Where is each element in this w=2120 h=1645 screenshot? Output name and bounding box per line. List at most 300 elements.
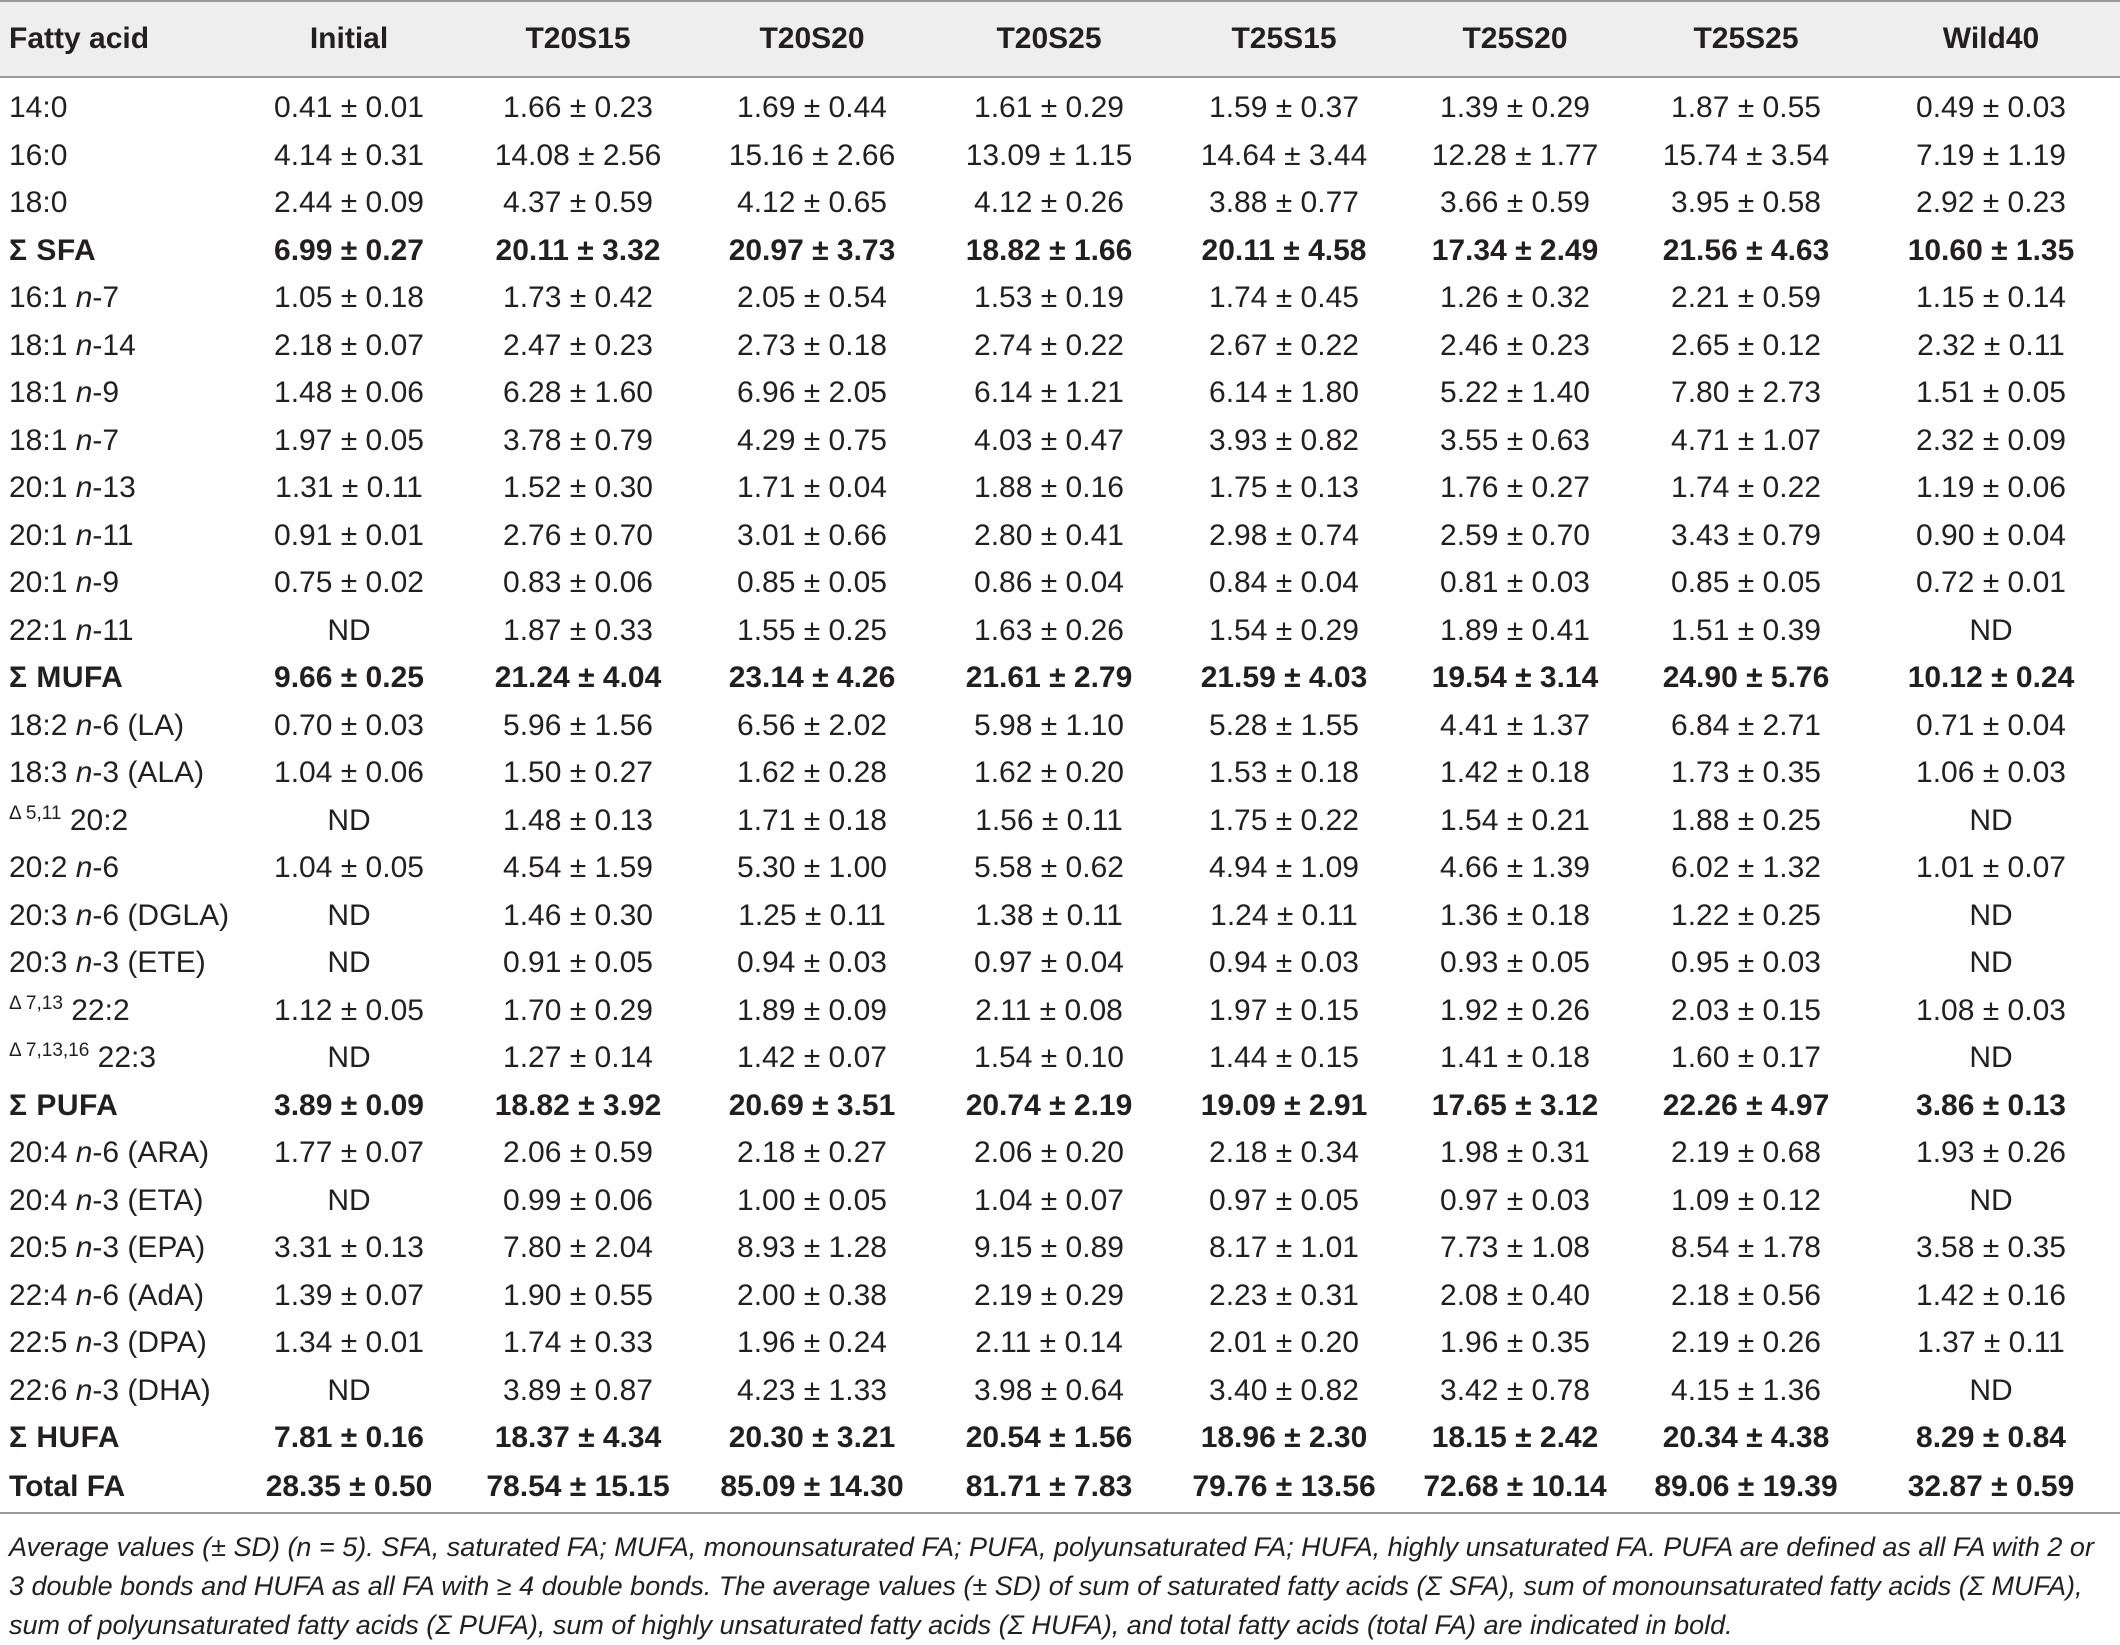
row-label-suffix: -3 (ETE) [92, 946, 206, 979]
row-label-omega: n [75, 1231, 93, 1264]
table-cell: 2.19 ± 0.26 [1671, 1326, 1821, 1359]
table-cell: ND [1969, 1041, 2013, 1074]
table-cell: 12.28 ± 1.77 [1431, 138, 1599, 172]
row-label-text: 22:5 [9, 1326, 76, 1359]
table-cell: 2.11 ± 0.14 [975, 1326, 1123, 1359]
table-row [0, 1224, 2120, 1272]
table-cell: 1.51 ± 0.05 [1916, 376, 2066, 409]
table-cell: 2.67 ± 0.22 [1209, 328, 1359, 362]
row-label [0, 987, 236, 1035]
table-cell: 1.19 ± 0.06 [1916, 471, 2066, 504]
table-cell: 1.36 ± 0.18 [1440, 898, 1590, 932]
table-cell: 4.54 ± 1.59 [503, 851, 653, 884]
table-row [0, 749, 2120, 797]
table-cell: 3.78 ± 0.79 [503, 423, 653, 457]
table-cell: 0.91 ± 0.05 [503, 946, 653, 979]
row-label-suffix: -6 (AdA) [92, 1278, 205, 1312]
row-label-suffix: -6 (DGLA) [92, 898, 230, 932]
table-cell: 1.48 ± 0.13 [503, 803, 653, 837]
row-label-text: 16:0 [9, 138, 68, 172]
row-label [0, 1462, 236, 1513]
table-cell: 1.63 ± 0.26 [974, 613, 1124, 647]
table-cell: 0.85 ± 0.05 [737, 566, 887, 599]
table-cell: 8.54 ± 1.78 [1671, 1231, 1821, 1264]
table-cell: 9.66 ± 0.25 [274, 661, 424, 694]
table-row [0, 1034, 2120, 1082]
table-cell: 22.26 ± 4.97 [1662, 1088, 1830, 1122]
table-cell: 2.74 ± 0.22 [974, 328, 1124, 362]
table-cell: 1.09 ± 0.12 [1671, 1183, 1821, 1217]
row-label [0, 797, 236, 845]
table-cell: 4.66 ± 1.39 [1440, 851, 1590, 884]
table-cell: 0.97 ± 0.03 [1440, 1183, 1590, 1217]
row-label [0, 1367, 236, 1415]
table-cell: ND [1969, 1183, 2013, 1217]
table-cell: ND [327, 1183, 371, 1217]
table-cell: 2.19 ± 0.29 [974, 1278, 1124, 1312]
table-cell: 21.56 ± 4.63 [1662, 233, 1830, 267]
table-cell: 7.19 ± 1.19 [1916, 138, 2066, 172]
table-cell: 4.03 ± 0.47 [974, 423, 1124, 457]
row-label-omega: n [75, 1373, 93, 1407]
table-cell: 1.75 ± 0.22 [1209, 803, 1359, 837]
table-cell: 4.71 ± 1.07 [1671, 423, 1821, 457]
table-cell: 1.12 ± 0.05 [274, 993, 424, 1027]
table-cell: 4.12 ± 0.65 [737, 186, 887, 219]
row-label [0, 607, 236, 655]
table-cell: 6.56 ± 2.02 [737, 708, 887, 742]
table-cell: 2.65 ± 0.12 [1671, 328, 1821, 362]
column-header-t25s20: T25S20 [1400, 1, 1630, 77]
row-label-text: 20:4 [9, 1183, 76, 1217]
row-label [0, 559, 236, 607]
table-cell: 1.51 ± 0.39 [1671, 613, 1821, 647]
row-label-omega: n [75, 613, 93, 647]
table-cell: 1.71 ± 0.04 [737, 471, 887, 504]
row-label-suffix: -3 (DHA) [92, 1373, 211, 1407]
table-cell: 0.81 ± 0.03 [1440, 566, 1590, 599]
row-label [0, 1129, 236, 1177]
table-cell: 2.73 ± 0.18 [737, 328, 887, 362]
row-label-text: Total FA [9, 1469, 126, 1503]
row-label-omega: n [75, 851, 93, 884]
row-label [0, 1082, 236, 1130]
table-cell: 1.44 ± 0.15 [1209, 1041, 1359, 1074]
table-cell: 20.54 ± 1.56 [965, 1421, 1133, 1454]
table-cell: 2.47 ± 0.23 [503, 328, 653, 362]
table-cell: 6.96 ± 2.05 [737, 376, 887, 409]
table-cell: 4.94 ± 1.09 [1209, 851, 1359, 884]
table-cell: 1.62 ± 0.20 [974, 756, 1124, 789]
table-cell: 18.82 ± 3.92 [494, 1088, 662, 1122]
row-label-text: 22:1 [9, 613, 76, 647]
row-label-omega: n [75, 1183, 93, 1217]
table-cell: 0.94 ± 0.03 [1209, 946, 1359, 979]
table-cell: ND [1969, 898, 2013, 932]
row-label-text: 22:4 [9, 1278, 76, 1312]
table-cell: 0.72 ± 0.01 [1916, 566, 2066, 599]
table-cell: 2.19 ± 0.68 [1671, 1136, 1821, 1169]
table-cell: 3.01 ± 0.66 [737, 518, 887, 552]
table-cell: 1.24 ± 0.11 [1210, 898, 1358, 932]
table-row [0, 1272, 2120, 1320]
table-cell: 5.96 ± 1.56 [503, 708, 653, 742]
table-cell: 2.59 ± 0.70 [1440, 518, 1590, 552]
table-cell: 1.89 ± 0.09 [737, 993, 887, 1027]
row-label-omega: n [75, 376, 93, 409]
table-cell: ND [327, 898, 371, 932]
table-cell: 1.73 ± 0.35 [1671, 756, 1821, 789]
column-header-t25s25: T25S25 [1630, 1, 1862, 77]
table-cell: 1.87 ± 0.55 [1671, 91, 1821, 124]
table-cell: 1.59 ± 0.37 [1209, 91, 1359, 124]
table-cell: 7.80 ± 2.04 [503, 1231, 653, 1264]
table-row [0, 1367, 2120, 1415]
table-cell: 0.93 ± 0.05 [1440, 946, 1590, 979]
table-cell: 15.74 ± 3.54 [1662, 138, 1830, 172]
table-row [0, 654, 2120, 702]
table-cell: ND [1969, 1373, 2013, 1407]
table-cell: 72.68 ± 10.14 [1400, 1462, 1630, 1513]
row-label [0, 322, 236, 370]
row-label-text: 18:1 [9, 328, 76, 362]
table-body [0, 77, 2120, 1513]
table-cell: 3.95 ± 0.58 [1671, 186, 1821, 219]
table-row [0, 274, 2120, 322]
column-header-t25s15: T25S15 [1168, 1, 1400, 77]
table-cell: 2.98 ± 0.74 [1209, 518, 1359, 552]
row-label-text: Σ PUFA [9, 1088, 119, 1122]
table-cell: 1.01 ± 0.07 [1916, 851, 2066, 884]
table-cell: 1.69 ± 0.44 [737, 91, 887, 124]
table-cell: 1.76 ± 0.27 [1440, 471, 1590, 504]
table-cell: 1.74 ± 0.45 [1209, 281, 1359, 314]
table-cell: 28.35 ± 0.50 [236, 1462, 462, 1513]
row-label [0, 702, 236, 750]
row-label-suffix: -9 [92, 566, 120, 599]
row-label-omega: n [75, 898, 93, 932]
table-cell: ND [327, 1373, 371, 1407]
table-cell: 5.28 ± 1.55 [1209, 708, 1359, 742]
table-cell: 3.93 ± 0.82 [1209, 423, 1359, 457]
table-cell: 1.15 ± 0.14 [1916, 281, 2066, 314]
table-cell: 1.55 ± 0.25 [737, 613, 887, 647]
table-cell: 1.96 ± 0.24 [737, 1326, 887, 1359]
table-cell: 1.04 ± 0.07 [974, 1183, 1124, 1217]
table-cell: 1.39 ± 0.07 [274, 1278, 424, 1312]
table-cell: 8.17 ± 1.01 [1209, 1231, 1359, 1264]
table-cell: 1.60 ± 0.17 [1671, 1041, 1821, 1074]
row-label-suffix: -6 (LA) [92, 708, 185, 742]
table-cell: 4.29 ± 0.75 [737, 423, 887, 457]
table-cell: 24.90 ± 5.76 [1662, 661, 1830, 694]
table-cell: 4.15 ± 1.36 [1671, 1373, 1821, 1407]
table-cell: 20.69 ± 3.51 [728, 1088, 896, 1122]
table-cell: 5.58 ± 0.62 [974, 851, 1124, 884]
table-cell: 79.76 ± 13.56 [1168, 1462, 1400, 1513]
row-label-text: 20:3 [9, 898, 76, 932]
table-cell: 1.04 ± 0.06 [274, 756, 424, 789]
row-label-suffix: -9 [92, 376, 120, 409]
table-cell: 20.74 ± 2.19 [965, 1088, 1133, 1122]
column-header-initial: Initial [236, 1, 462, 77]
table-cell: 81.71 ± 7.83 [930, 1462, 1168, 1513]
table-cell: 1.88 ± 0.16 [974, 471, 1124, 504]
table-cell: 1.61 ± 0.29 [974, 91, 1124, 124]
table-cell: 6.99 ± 0.27 [274, 233, 424, 267]
table-cell: 1.42 ± 0.16 [1916, 1278, 2066, 1312]
row-label-text: 18:3 [9, 756, 76, 789]
table-cell: 0.97 ± 0.04 [974, 946, 1124, 979]
table-cell: 18.15 ± 2.42 [1431, 1421, 1599, 1454]
row-label [0, 1224, 236, 1272]
row-label-text: Σ SFA [9, 233, 97, 267]
table-cell: 1.42 ± 0.07 [737, 1041, 887, 1074]
table-cell: 4.12 ± 0.26 [974, 186, 1124, 219]
row-label-text: 22:2 [62, 993, 130, 1027]
table-row [0, 1082, 2120, 1130]
table-cell: 1.00 ± 0.05 [737, 1183, 887, 1217]
row-label [0, 939, 236, 987]
delta-superscript: Δ 7,13,16 [9, 1040, 90, 1061]
table-cell: 2.18 ± 0.56 [1671, 1278, 1821, 1312]
row-label-suffix: -11 [92, 613, 134, 647]
table-cell: 1.53 ± 0.18 [1209, 756, 1359, 789]
table-cell: 2.01 ± 0.20 [1209, 1326, 1359, 1359]
table-cell: 1.34 ± 0.01 [274, 1326, 424, 1359]
table-cell: 1.73 ± 0.42 [503, 281, 653, 314]
table-cell: 5.30 ± 1.00 [737, 851, 887, 884]
table-cell: 1.62 ± 0.28 [737, 756, 887, 789]
table-cell: 20.30 ± 3.21 [728, 1421, 896, 1454]
table-cell: 21.24 ± 4.04 [494, 661, 662, 694]
row-label-text: 18:1 [9, 423, 76, 457]
table-cell: 4.41 ± 1.37 [1440, 708, 1590, 742]
table-cell: 1.53 ± 0.19 [974, 281, 1124, 314]
row-label [0, 464, 236, 512]
row-label [0, 179, 236, 227]
table-cell: 1.92 ± 0.26 [1440, 993, 1590, 1027]
table-cell: 6.84 ± 2.71 [1671, 708, 1821, 742]
table-cell: 8.93 ± 1.28 [737, 1231, 887, 1264]
row-label-text: 16:1 [9, 281, 76, 314]
table-cell: 0.71 ± 0.04 [1916, 708, 2066, 742]
table-cell: 2.32 ± 0.11 [1917, 328, 2065, 362]
table-cell: 1.46 ± 0.30 [503, 898, 653, 932]
row-label-suffix: -6 [92, 851, 120, 884]
row-label-text: Σ HUFA [9, 1421, 121, 1454]
table-cell: 0.70 ± 0.03 [274, 708, 424, 742]
row-label [0, 417, 236, 465]
table-cell: 1.48 ± 0.06 [274, 376, 424, 409]
column-header-t20s25: T20S25 [930, 1, 1168, 77]
table-row [0, 227, 2120, 275]
table-cell: 2.76 ± 0.70 [503, 518, 653, 552]
table-cell: 1.27 ± 0.14 [503, 1041, 653, 1074]
table-footnote: Average values (± SD) (n = 5). SFA, saturated FA; MUFA, monounsaturated FA; PUFA, polyunsaturated FA; HUFA, highly unsaturated FA. PUFA are defined as all FA with 2 or 3 double bonds and HUFA as all FA with ≥ 4 double bonds. The average values (± SD) of sum of saturated fatty acids (Σ SFA), sum of monounsaturated fatty acids (Σ MUFA), sum of polyunsaturated fatty acids (Σ PUFA), sum of highly unsaturated fatty acids (Σ HUFA), and total fatty acids (total FA) are indicated in bold. [9, 1532, 2094, 1640]
table-cell: 5.98 ± 1.10 [974, 708, 1124, 742]
table-cell: 2.08 ± 0.40 [1440, 1278, 1590, 1312]
table-cell: 0.83 ± 0.06 [503, 566, 653, 599]
row-label-suffix: -3 (EPA) [92, 1231, 206, 1264]
table-cell: 1.90 ± 0.55 [503, 1278, 653, 1312]
table-cell: 1.71 ± 0.18 [737, 803, 887, 837]
table-cell: 0.41 ± 0.01 [274, 91, 424, 124]
table-cell: 1.08 ± 0.03 [1916, 993, 2066, 1027]
row-label-text: Σ MUFA [9, 661, 124, 694]
table-cell: 1.75 ± 0.13 [1209, 471, 1359, 504]
row-label-text: 18:1 [9, 376, 76, 409]
row-label-text: 20:1 [9, 471, 76, 504]
row-label-text: 20:2 [9, 851, 76, 884]
table-row [0, 987, 2120, 1035]
table-cell: 1.97 ± 0.15 [1209, 993, 1359, 1027]
table-row [0, 559, 2120, 607]
row-label-suffix: -3 (DPA) [92, 1326, 207, 1359]
table-cell: ND [1969, 946, 2013, 979]
table-cell: 20.11 ± 4.58 [1201, 233, 1367, 267]
table-cell: 10.12 ± 0.24 [1907, 661, 2075, 694]
table-cell: 1.74 ± 0.33 [503, 1326, 653, 1359]
table-cell: 0.49 ± 0.03 [1916, 91, 2066, 124]
row-label-suffix: -13 [92, 471, 136, 504]
table-cell: 10.60 ± 1.35 [1907, 233, 2075, 267]
table-row [0, 1319, 2120, 1367]
table-cell: 6.14 ± 1.21 [974, 376, 1124, 409]
table-cell: 2.46 ± 0.23 [1440, 328, 1590, 362]
row-label [0, 132, 236, 180]
row-label [0, 1272, 236, 1320]
row-label [0, 369, 236, 417]
table-cell: 1.89 ± 0.41 [1440, 613, 1590, 647]
table-cell: 19.09 ± 2.91 [1200, 1088, 1368, 1122]
table-cell: 4.37 ± 0.59 [503, 186, 653, 219]
table-row [0, 369, 2120, 417]
table-row [0, 132, 2120, 180]
table-row [0, 892, 2120, 940]
table-cell: 0.91 ± 0.01 [274, 518, 424, 552]
table-cell: 1.97 ± 0.05 [274, 423, 424, 457]
table-cell: 3.89 ± 0.87 [503, 1373, 653, 1407]
row-label-omega: n [75, 946, 93, 979]
table-cell: 1.77 ± 0.07 [274, 1136, 424, 1169]
table-cell: 1.31 ± 0.11 [275, 471, 423, 504]
row-label [0, 844, 236, 892]
table-cell: 18.96 ± 2.30 [1200, 1421, 1368, 1454]
table-cell: 0.94 ± 0.03 [737, 946, 887, 979]
table-row [0, 1129, 2120, 1177]
row-label-omega: n [75, 1326, 93, 1359]
row-label [0, 227, 236, 275]
table-cell: 1.06 ± 0.03 [1916, 756, 2066, 789]
table-row [0, 1462, 2120, 1513]
table-cell: 1.38 ± 0.11 [975, 898, 1123, 932]
table-cell: 20.97 ± 3.73 [728, 233, 896, 267]
table-cell: 2.03 ± 0.15 [1671, 993, 1821, 1027]
table-cell: 19.54 ± 3.14 [1431, 661, 1599, 694]
table-cell: 1.39 ± 0.29 [1440, 91, 1590, 124]
table-cell: 0.99 ± 0.06 [503, 1183, 653, 1217]
row-label-omega: n [75, 708, 93, 742]
row-label [0, 1177, 236, 1225]
row-label-suffix: -7 [92, 423, 120, 457]
table-cell: 1.41 ± 0.18 [1440, 1041, 1590, 1074]
table-cell: 2.18 ± 0.34 [1209, 1136, 1359, 1169]
table-cell: 2.92 ± 0.23 [1916, 186, 2066, 219]
row-label-omega: n [75, 1136, 93, 1169]
row-label-omega: n [75, 423, 93, 457]
row-label-suffix: -6 (ARA) [92, 1136, 210, 1169]
column-header-fatty-acid: Fatty acid [0, 1, 236, 77]
row-label-text: 18:2 [9, 708, 76, 742]
table-cell: 21.59 ± 4.03 [1200, 661, 1368, 694]
table-cell: 2.44 ± 0.09 [274, 186, 424, 219]
table-cell: 6.14 ± 1.80 [1209, 376, 1359, 409]
table-row [0, 607, 2120, 655]
table-row [0, 1177, 2120, 1225]
table-cell: 3.98 ± 0.64 [974, 1373, 1124, 1407]
table-cell: 1.22 ± 0.25 [1671, 898, 1821, 932]
row-label [0, 1319, 236, 1367]
table-row [0, 844, 2120, 892]
table-cell: 1.96 ± 0.35 [1440, 1326, 1590, 1359]
table-cell: 7.73 ± 1.08 [1440, 1231, 1590, 1264]
table-cell: 3.43 ± 0.79 [1671, 518, 1821, 552]
table-cell: 14.64 ± 3.44 [1200, 138, 1368, 172]
row-label-text: 20:4 [9, 1136, 76, 1169]
table-cell: 1.05 ± 0.18 [274, 281, 424, 314]
row-label-omega: n [75, 281, 93, 314]
table-cell: 18.37 ± 4.34 [494, 1421, 662, 1454]
table-cell: 1.26 ± 0.32 [1440, 281, 1590, 314]
table-cell: 32.87 ± 0.59 [1862, 1462, 2120, 1513]
table-row [0, 1414, 2120, 1462]
table-cell: 0.90 ± 0.04 [1916, 518, 2066, 552]
table-cell: 2.06 ± 0.59 [503, 1136, 653, 1169]
table-cell: 20.34 ± 4.38 [1662, 1421, 1830, 1454]
table-cell: 23.14 ± 4.26 [728, 661, 896, 694]
table-cell: 1.87 ± 0.33 [503, 613, 653, 647]
row-label-text: 22:3 [89, 1041, 157, 1074]
row-label-text: 22:6 [9, 1373, 76, 1407]
table-cell: 17.65 ± 3.12 [1431, 1088, 1599, 1122]
table-cell: 1.66 ± 0.23 [503, 91, 653, 124]
table-cell: 0.97 ± 0.05 [1209, 1183, 1359, 1217]
table-cell: 0.86 ± 0.04 [974, 566, 1124, 599]
table-cell: 2.00 ± 0.38 [737, 1278, 887, 1312]
table-cell: ND [327, 946, 371, 979]
table-cell: 17.34 ± 2.49 [1431, 233, 1599, 267]
table-cell: 78.54 ± 15.15 [462, 1462, 694, 1513]
row-label-suffix: -11 [92, 518, 134, 552]
row-label [0, 749, 236, 797]
row-label-suffix: -14 [92, 328, 136, 362]
table-row [0, 702, 2120, 750]
row-label [0, 654, 236, 702]
table-cell: 3.31 ± 0.13 [274, 1231, 424, 1264]
row-label [0, 274, 236, 322]
row-label-omega: n [75, 1278, 93, 1312]
table-cell: 21.61 ± 2.79 [965, 661, 1133, 694]
table-cell: 1.98 ± 0.31 [1440, 1136, 1590, 1169]
row-label-text: 20:2 [61, 803, 129, 837]
row-label-text: 20:1 [9, 518, 76, 552]
table-row [0, 939, 2120, 987]
table-row [0, 797, 2120, 845]
table-cell: 1.25 ± 0.11 [738, 898, 886, 932]
table-cell: 1.50 ± 0.27 [503, 756, 653, 789]
column-header-wild40: Wild40 [1862, 1, 2120, 77]
